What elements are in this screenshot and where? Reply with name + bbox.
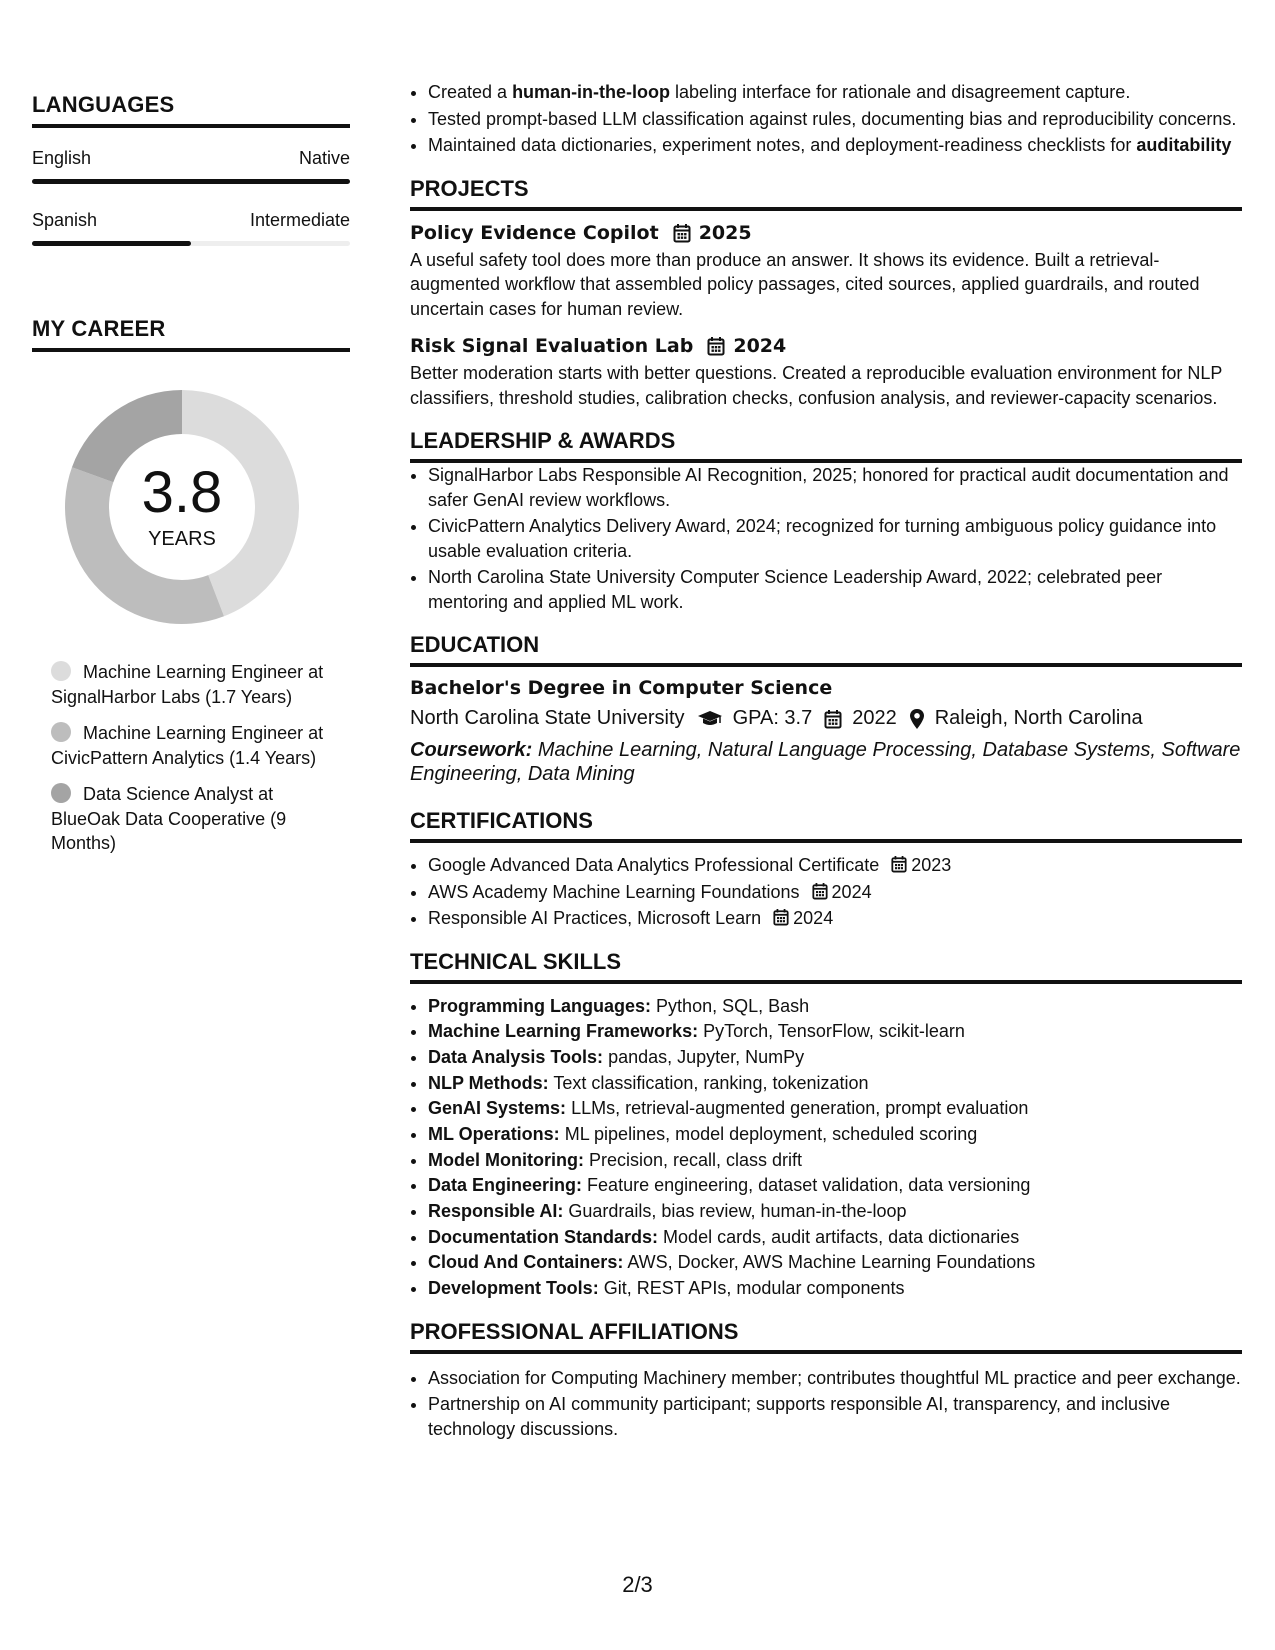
cert-name: AWS Academy Machine Learning Foundations <box>428 881 800 902</box>
project-title: Risk Signal Evaluation Lab <box>410 335 694 357</box>
career-donut-center <box>57 382 307 632</box>
list-item: • Partnership on AI community participant; supports responsible AI, transparency, and inclusive technology discussions. <box>428 1392 1242 1441</box>
language-level: Native <box>298 148 350 168</box>
certifications-heading: CERTIFICATIONS <box>410 808 1242 843</box>
project-year: 2025 <box>698 221 752 244</box>
skill-label: Documentation Standards: <box>428 1226 659 1247</box>
skill-value: Model cards, audit artifacts, data dictionaries <box>663 1226 1020 1247</box>
skill-value: LLMs, retrieval-augmented generation, prompt evaluation <box>571 1098 1029 1119</box>
experience-bullets <box>410 80 1242 158</box>
affiliations-heading: PROFESSIONAL AFFILIATIONS <box>410 1319 1242 1354</box>
list-item <box>428 1276 1242 1301</box>
languages-heading: LANGUAGES <box>32 92 350 128</box>
list-item: • CivicPattern Analytics Delivery Award, 2024; recognized for turning ambiguous policy guidance into usable evaluation criteria. <box>428 514 1242 563</box>
list-item <box>428 1071 1242 1096</box>
skill-value: Python, SQL, Bash <box>656 995 810 1016</box>
skill-label: Cloud And Containers: <box>428 1252 624 1273</box>
language-item <box>32 210 350 246</box>
skill-value: PyTorch, TensorFlow, scikit-learn <box>703 1021 965 1042</box>
project-description: Better moderation starts with better questions. Created a reproducible evaluation environment for NLP classifiers, threshold studies, calibration checks, confusion analysis, and reviewer-capacity scenarios. <box>410 363 1223 408</box>
calendar-icon <box>773 908 789 926</box>
language-proficiency-bar <box>32 179 350 184</box>
list-item <box>428 1250 1242 1275</box>
bullet-bold: auditability <box>1136 135 1232 155</box>
list-item <box>428 880 1242 905</box>
legend-item <box>51 721 326 770</box>
calendar-icon <box>673 223 691 243</box>
coursework-label: Coursework: <box>410 739 533 761</box>
career-heading: MY CAREER <box>32 316 350 352</box>
awards-list <box>410 463 1242 614</box>
legend-dot-icon <box>51 783 71 803</box>
list-item <box>428 107 1242 132</box>
list-item <box>428 906 1242 931</box>
projects-heading: PROJECTS <box>410 176 1242 211</box>
education-heading: EDUCATION <box>410 632 1242 667</box>
cert-year: 2024 <box>793 908 834 928</box>
career-total-years: 3.8 <box>141 459 223 525</box>
cert-name: Google Advanced Data Analytics Professional Certificate <box>428 855 880 875</box>
language-item <box>32 148 350 184</box>
education-coursework <box>410 738 1242 786</box>
skill-label: Data Engineering: <box>428 1175 583 1196</box>
calendar-icon <box>824 709 842 729</box>
language-proficiency-fill <box>32 179 350 184</box>
list-item <box>428 1019 1242 1044</box>
bullet-text: Tested prompt-based LLM classification against rules, documenting bias and reproducibility concerns. <box>428 108 1237 129</box>
career-donut-chart <box>57 382 307 632</box>
bullet-text: Maintained data dictionaries, experiment notes, and deployment-readiness checklists for <box>428 135 1137 155</box>
bullet-text: labeling interface for rationale and disagreement capture. <box>670 82 1131 102</box>
cert-year: 2024 <box>831 881 872 902</box>
list-item <box>428 994 1242 1019</box>
skill-label: NLP Methods: <box>428 1072 549 1093</box>
skill-value: Text classification, ranking, tokenization <box>553 1072 869 1093</box>
language-name: English <box>32 148 92 168</box>
calendar-icon <box>812 882 828 900</box>
main-column <box>410 80 1242 1443</box>
education-location: Raleigh, North Carolina <box>934 707 1143 729</box>
cert-name: Responsible AI Practices, Microsoft Learn <box>428 908 762 928</box>
education-year: 2022 <box>852 707 897 729</box>
bullet-bold: human-in-the-loop <box>512 82 671 102</box>
legend-label: Machine Learning Engineer at SignalHarbor Labs (1.7 Years) <box>51 662 324 707</box>
language-proficiency-bar <box>32 241 350 246</box>
skill-label: Model Monitoring: <box>428 1149 584 1170</box>
education-degree: Bachelor's Degree in Computer Science <box>410 677 833 699</box>
list-item <box>428 1225 1242 1250</box>
list-item <box>428 1173 1242 1198</box>
project-description: A useful safety tool does more than produce an answer. It shows its evidence. Built a retrieval-augmented workflow that assembled policy passages, cited sources, applied guardrails, and routed uncertain cases for human review. <box>410 249 1200 319</box>
skill-value: Guardrails, bias review, human-in-the-loop <box>568 1201 907 1221</box>
sidebar <box>32 92 350 868</box>
language-proficiency-fill <box>32 241 191 246</box>
list-item <box>428 1199 1242 1224</box>
calendar-icon <box>891 855 907 873</box>
project-title-row <box>410 335 1242 357</box>
list-item <box>428 1045 1242 1070</box>
skill-label: ML Operations: <box>428 1123 560 1144</box>
affiliations-list <box>410 1366 1242 1442</box>
list-item <box>428 1096 1242 1121</box>
education-school: North Carolina State University <box>410 707 685 729</box>
legend-dot-icon <box>51 661 71 681</box>
graduation-cap-icon <box>697 710 723 728</box>
skill-value: Precision, recall, class drift <box>588 1149 803 1170</box>
legend-label: Data Science Analyst at BlueOak Data Cooperative (9 Months) <box>51 784 287 853</box>
project-title: Policy Evidence Copilot <box>410 221 659 244</box>
project-title-row <box>410 222 1242 244</box>
skills-heading: TECHNICAL SKILLS <box>410 949 1242 984</box>
skill-label: GenAI Systems: <box>428 1098 567 1119</box>
language-level: Intermediate <box>249 210 350 230</box>
awards-heading: LEADERSHIP & AWARDS <box>410 428 1242 463</box>
skill-label: Data Analysis Tools: <box>428 1046 604 1067</box>
certifications-list <box>410 853 1242 931</box>
career-legend <box>51 660 326 856</box>
education-gpa: GPA: 3.7 <box>732 707 813 729</box>
skill-label: Machine Learning Frameworks: <box>428 1021 699 1042</box>
calendar-icon <box>707 336 725 356</box>
education-details <box>410 707 1242 730</box>
list-item <box>428 1122 1242 1147</box>
skills-list <box>410 994 1242 1301</box>
map-pin-icon <box>909 708 925 730</box>
list-item <box>428 133 1242 158</box>
legend-label: Machine Learning Engineer at CivicPattern Analytics (1.4 Years) <box>51 723 324 768</box>
project-year: 2024 <box>733 335 787 357</box>
legend-item <box>51 660 326 709</box>
legend-dot-icon <box>51 722 71 742</box>
skill-value: Feature engineering, dataset validation, data versioning <box>587 1175 1031 1196</box>
coursework-list: Machine Learning, Natural Language Processing, Database Systems, Software Engineering, Data Mining <box>410 739 1241 785</box>
list-item: • Association for Computing Machinery member; contributes thoughtful ML practice and peer exchange. <box>428 1366 1242 1391</box>
skill-label: Development Tools: <box>428 1278 599 1299</box>
list-item <box>428 853 1242 878</box>
list-item <box>428 1148 1242 1173</box>
bullet-text: Created a <box>428 82 513 102</box>
skill-value: pandas, Jupyter, NumPy <box>608 1046 805 1067</box>
language-name: Spanish <box>32 210 98 230</box>
list-item: • North Carolina State University Computer Science Leadership Award, 2022; celebrated peer mentoring and applied ML work. <box>428 565 1242 614</box>
skill-label: Programming Languages: <box>428 995 652 1016</box>
list-item <box>428 80 1242 105</box>
skill-label: Responsible AI: <box>428 1201 564 1221</box>
skill-value: ML pipelines, model deployment, scheduled scoring <box>564 1123 978 1144</box>
list-item: • SignalHarbor Labs Responsible AI Recognition, 2025; honored for practical audit documentation and safer GenAI review workflows. <box>428 463 1242 512</box>
legend-item <box>51 782 326 856</box>
cert-year: 2023 <box>911 855 952 875</box>
skill-value: AWS, Docker, AWS Machine Learning Foundations <box>627 1252 1036 1273</box>
page-number: 2/3 <box>622 1572 653 1597</box>
skill-value: Git, REST APIs, modular components <box>603 1278 905 1299</box>
career-total-unit: YEARS <box>148 527 216 550</box>
